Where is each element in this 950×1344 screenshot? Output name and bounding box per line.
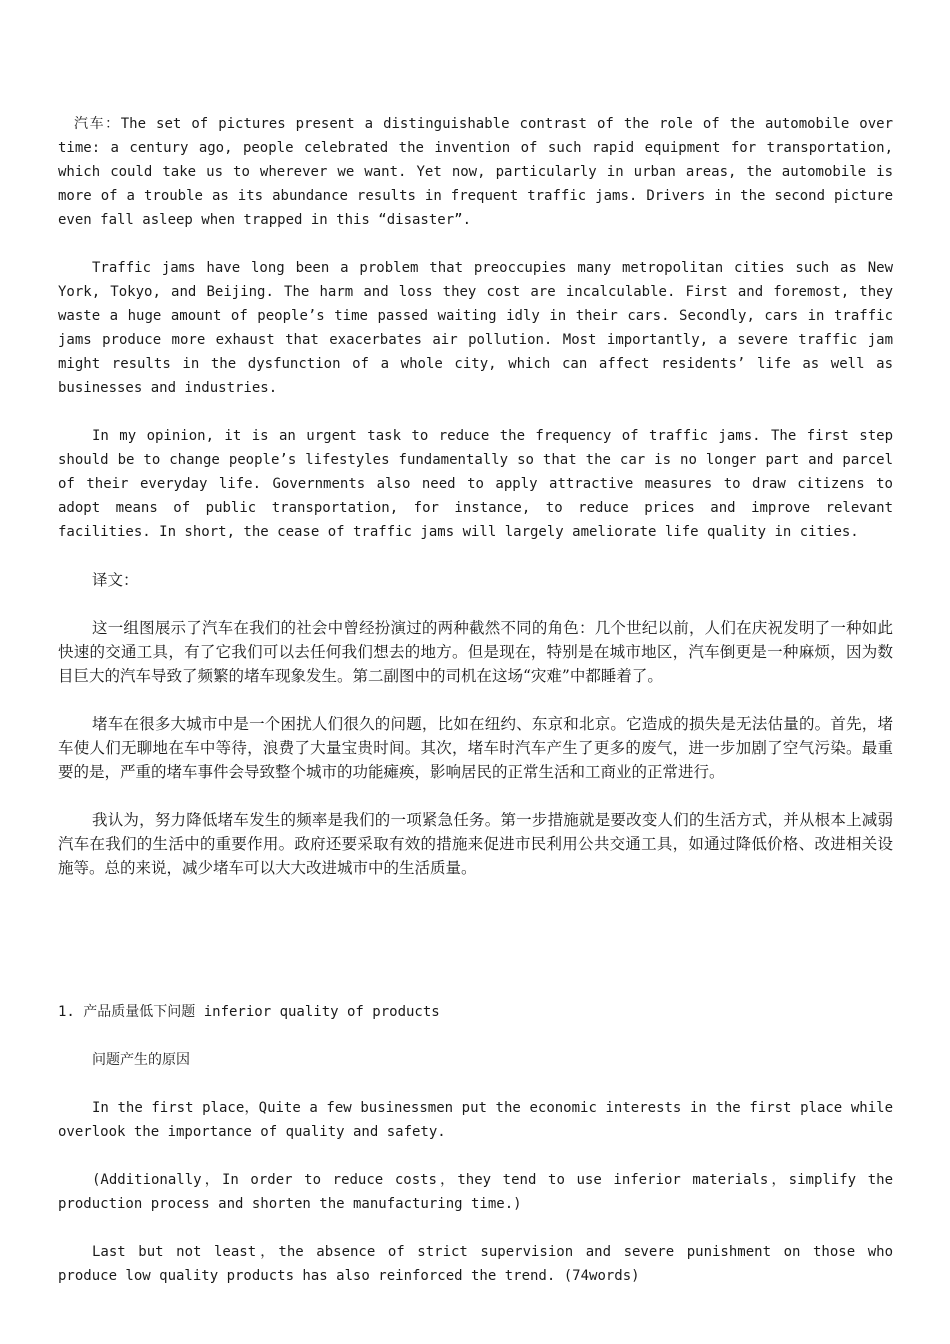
section-heading: 1. 产品质量低下问题 inferior quality of products — [58, 1004, 440, 1020]
translation-paragraph-3: 我认为，努力降低堵车发生的频率是我们的一项紧急任务。第一步措施就是要改变人们的生活方式，并从根本上减弱汽车在我们的生活中的重要作用。政府还要采取有效的措施来促进市民利用公共交通工具，如通过降低价格、改进相关设施等。总的来说，减少堵车可以大大改进城市中的生活质量。 — [58, 811, 893, 877]
reason-point-2: (Additionally，In order to reduce costs，they tend to use inferior materials，simplify the production process and shorten the manufacturing time.) — [58, 1172, 893, 1212]
essay-paragraph-1: 汽车：The set of pictures present a distinguishable contrast of the role of the automobile over time: a century ago, people celebrated the invention of such rapid equipment for transportation, which could take us to wherever we want. Yet now, particularly in urban areas, the automobile is more of a trouble as its abundance results in frequent traffic jams. Drivers in the second picture even fall asleep when trapped in this “disaster”. — [58, 116, 893, 228]
reason-point-3: Last but not least，the absence of strict supervision and severe punishment on those who produce low quality products has also reinforced the trend. (74words) — [58, 1244, 893, 1284]
reason-point-1: In the first place，Quite a few businessmen put the economic interests in the first place while overlook the importance of quality and safety. — [58, 1100, 893, 1140]
essay-paragraph-2: Traffic jams have long been a problem that preoccupies many metropolitan cities such as New York, Tokyo, and Beijing. The harm and loss they cost are incalculable. First and foremost, they waste a huge amount of people’s time passed waiting idly in their cars. Secondly, cars in traffic jams produce more exhaust that exacerbates air pollution. Most importantly, a severe traffic jam might results in the dysfunction of a whole city, which can affect residents’ life as well as businesses and industries. — [58, 260, 893, 396]
document-page — [58, 112, 893, 1288]
essay-paragraph-3: In my opinion, it is an urgent task to reduce the frequency of traffic jams. The first step should be to change people’s lifestyles fundamentally so that the car is no longer part and parcel of their everyday life. Governments also need to apply attractive measures to draw citizens to adopt means of public transportation, for instance, to reduce prices and improve relevant facilities. In short, the cease of traffic jams will largely ameliorate life quality in cities. — [58, 428, 893, 540]
translation-paragraph-2: 堵车在很多大城市中是一个困扰人们很久的问题，比如在纽约、东京和北京。它造成的损失是无法估量的。首先，堵车使人们无聊地在车中等待，浪费了大量宝贵时间。其次，堵车时汽车产生了更多的废气，进一步加剧了空气污染。最重要的是，严重的堵车事件会导致整个城市的功能瘫痪，影响居民的正常生活和工商业的正常进行。 — [58, 715, 893, 781]
section-subheading: 问题产生的原因 — [92, 1052, 190, 1068]
translation-paragraph-1: 这一组图展示了汽车在我们的社会中曾经扮演过的两种截然不同的角色：几个世纪以前，人们在庆祝发明了一种如此快速的交通工具，有了它我们可以去任何我们想去的地方。但是现在，特别是在城市地区，汽车倒更是一种麻烦，因为数目巨大的汽车导致了频繁的堵车现象发生。第二副图中的司机在这场“灾难”中都睡着了。 — [58, 619, 893, 685]
translation-label: 译文： — [92, 571, 139, 589]
